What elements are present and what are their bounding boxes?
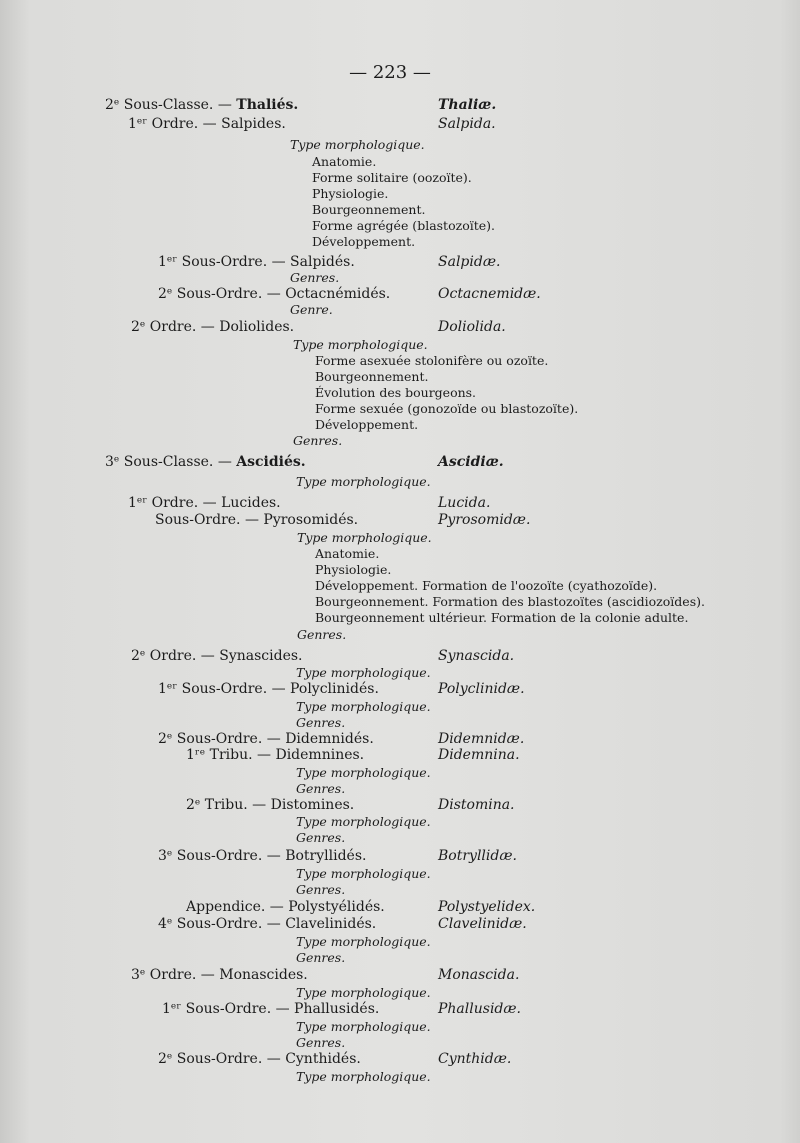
entry-line xyxy=(297,530,432,545)
entry-line xyxy=(131,967,308,983)
entry-line xyxy=(315,401,578,416)
latin-name: Cynthidæ. xyxy=(438,1051,512,1067)
latin-name: Monascida. xyxy=(438,967,520,983)
entry-text: Forme agrégée (blastozoïte). xyxy=(312,218,495,233)
entry-line xyxy=(312,202,425,217)
entry-text: Anatomie. xyxy=(315,546,380,561)
latin-name: Lucida. xyxy=(438,495,491,511)
latin-name: Octacnemidæ. xyxy=(438,286,541,302)
entry-text: 4ᵉ Sous-Ordre. — Clavelinidés. xyxy=(158,916,377,932)
entry-text: Genre. xyxy=(290,302,333,317)
entry-line xyxy=(186,797,354,813)
latin-name: Polystyelidex. xyxy=(438,899,536,915)
latin-name: Polyclinidæ. xyxy=(438,681,525,697)
entry-text: Évolution des bourgeons. xyxy=(315,385,477,400)
entry-line xyxy=(315,594,705,609)
entry-text: Type morphologique. xyxy=(293,337,428,352)
entry-text: Bourgeonnement ultérieur. Formation de la colonie adulte. xyxy=(315,610,689,625)
entry-line xyxy=(312,234,415,249)
latin-name: Botryllidæ. xyxy=(438,848,517,864)
entry-text: Anatomie. xyxy=(312,154,377,169)
entry-text: Sous-Ordre. — Pyrosomidés. xyxy=(155,512,359,528)
entry-text: 2ᵉ Ordre. — Synascides. xyxy=(131,648,303,664)
entry-text: 3ᵉ Ordre. — Monascides. xyxy=(131,967,308,983)
latin-name: Doliolida. xyxy=(438,319,506,335)
entry-line xyxy=(131,648,303,664)
entry-text: Bourgeonnement. xyxy=(315,369,429,384)
entry-text: Genres. xyxy=(296,830,346,845)
entry-text: 1ᵉʳ Ordre. — Lucides. xyxy=(128,495,281,511)
entry-text: Type morphologique. xyxy=(296,1019,431,1034)
entry-text: Genres. xyxy=(296,882,346,897)
entry-text: 1ᵉʳ Ordre. — Salpides. xyxy=(128,116,286,132)
entry-line xyxy=(162,1001,379,1017)
entry-text: Type morphologique. xyxy=(297,530,432,545)
entry-text: Genres. xyxy=(290,270,340,285)
entry-text: Type morphologique. xyxy=(296,934,431,949)
latin-name: Phallusidæ. xyxy=(438,1001,521,1017)
entry-text: 2ᵉ Sous-Classe. — xyxy=(105,97,237,113)
entry-line xyxy=(290,302,333,317)
entry-line xyxy=(105,97,298,113)
entry-text: 1ᵉʳ Sous-Ordre. — Phallusidés. xyxy=(162,1001,380,1017)
entry-line xyxy=(315,385,476,400)
entry-text: Type morphologique. xyxy=(296,1069,431,1084)
entry-text: Appendice. — Polystyélidés. xyxy=(186,899,385,915)
page-number: — 223 — xyxy=(349,62,431,83)
entry-line xyxy=(296,866,431,881)
entry-line xyxy=(296,1019,431,1034)
entry-line xyxy=(315,578,657,593)
entry-line xyxy=(312,170,472,185)
entry-line xyxy=(158,681,379,697)
entry-line xyxy=(158,848,366,864)
latin-name: Ascidiæ. xyxy=(438,454,504,470)
entry-line xyxy=(158,731,374,747)
entry-text: 3ᵉ Sous-Ordre. — Botryllidés. xyxy=(158,848,367,864)
latin-name: Thaliæ. xyxy=(438,97,497,113)
entry-line xyxy=(297,627,346,642)
entry-text: Type morphologique. xyxy=(296,699,431,714)
latin-name: Distomina. xyxy=(438,797,515,813)
entry-line xyxy=(296,699,431,714)
latin-name: Clavelinidæ. xyxy=(438,916,527,932)
entry-text: Développement. xyxy=(315,417,419,432)
entry-text: Bourgeonnement. xyxy=(312,202,426,217)
entry-text: Type morphologique. xyxy=(296,765,431,780)
entry-line xyxy=(315,369,428,384)
entry-line xyxy=(312,154,376,169)
entry-line xyxy=(312,218,495,233)
entry-line xyxy=(131,319,294,335)
entry-text: 2ᵉ Sous-Ordre. — Didemnidés. xyxy=(158,731,374,747)
entry-line xyxy=(315,610,688,625)
entry-text: Genres. xyxy=(297,627,347,642)
entry-text: Type morphologique. xyxy=(296,665,431,680)
latin-name: Synascida. xyxy=(438,648,515,664)
entry-line xyxy=(158,254,355,270)
entry-line xyxy=(293,337,428,352)
latin-name: Pyrosomidæ. xyxy=(438,512,531,528)
entry-text: Genres. xyxy=(296,715,346,730)
entry-line xyxy=(290,137,425,152)
entry-line xyxy=(296,830,345,845)
entry-line xyxy=(296,985,431,1000)
entry-line xyxy=(290,270,339,285)
entry-line xyxy=(296,1069,431,1084)
entry-text: Genres. xyxy=(296,950,346,965)
entry-line xyxy=(105,454,306,470)
entry-line xyxy=(296,882,345,897)
entry-text: Forme sexuée (gonozoïde ou blastozoïte). xyxy=(315,401,579,416)
entry-text: Type morphologique. xyxy=(296,985,431,1000)
entry-line xyxy=(158,286,390,302)
entry-line xyxy=(128,116,286,132)
entry-line xyxy=(296,950,345,965)
entry-text: Développement. xyxy=(312,234,416,249)
entry-line xyxy=(315,546,379,561)
entry-text: Développement. Formation de l'oozoïte (cyathozoïde). xyxy=(315,578,658,593)
entry-text: Forme solitaire (oozoïte). xyxy=(312,170,472,185)
entry-line xyxy=(315,562,391,577)
entry-line xyxy=(296,781,345,796)
entry-text: 2ᵉ Sous-Ordre. — Octacnémidés. xyxy=(158,286,391,302)
entry-line xyxy=(296,665,431,680)
entry-line xyxy=(312,186,388,201)
entry-text: 1ʳᵉ Tribu. — Didemnines. xyxy=(186,747,365,763)
entry-line xyxy=(155,512,358,528)
entry-line xyxy=(296,814,431,829)
entry-text: 2ᵉ Ordre. — Doliolides. xyxy=(131,319,295,335)
entry-text: Physiologie. xyxy=(315,562,392,577)
entry-text: 2ᵉ Tribu. — Distomines. xyxy=(186,797,355,813)
entry-text: 2ᵉ Sous-Ordre. — Cynthidés. xyxy=(158,1051,361,1067)
entry-line xyxy=(186,747,364,763)
entry-line xyxy=(296,474,431,489)
entry-text: Type morphologique. xyxy=(296,866,431,881)
entry-line xyxy=(186,899,385,915)
latin-name: Salpidæ. xyxy=(438,254,501,270)
entry-line xyxy=(315,353,548,368)
entry-line xyxy=(296,934,431,949)
entry-line xyxy=(293,433,342,448)
entry-text: Genres. xyxy=(293,433,343,448)
entry-line xyxy=(296,765,431,780)
entry-bold-name: Thaliés. xyxy=(236,97,299,113)
entry-text: Genres. xyxy=(296,781,346,796)
entry-text: Type morphologique. xyxy=(290,137,425,152)
entry-line xyxy=(158,916,376,932)
entry-line xyxy=(158,1051,361,1067)
entry-text: 1ᵉʳ Sous-Ordre. — Polyclinidés. xyxy=(158,681,379,697)
entry-text: Bourgeonnement. Formation des blastozoïtes (ascidiozoïdes). xyxy=(315,594,705,609)
entry-text: Genres. xyxy=(296,1035,346,1050)
entry-text: 3ᵉ Sous-Classe. — xyxy=(105,454,237,470)
entry-line xyxy=(315,417,418,432)
entry-line xyxy=(128,495,281,511)
entry-text: 1ᵉʳ Sous-Ordre. — Salpidés. xyxy=(158,254,355,270)
entry-line xyxy=(296,715,345,730)
entry-line xyxy=(296,1035,345,1050)
entry-text: Physiologie. xyxy=(312,186,389,201)
latin-name: Didemnina. xyxy=(438,747,520,763)
latin-name: Salpida. xyxy=(438,116,496,132)
latin-name: Didemnidæ. xyxy=(438,731,525,747)
entry-text: Type morphologique. xyxy=(296,814,431,829)
entry-text: Type morphologique. xyxy=(296,474,431,489)
entry-text: Forme asexuée stolonifère ou ozoïte. xyxy=(315,353,549,368)
entry-bold-name: Ascidiés. xyxy=(236,454,306,470)
